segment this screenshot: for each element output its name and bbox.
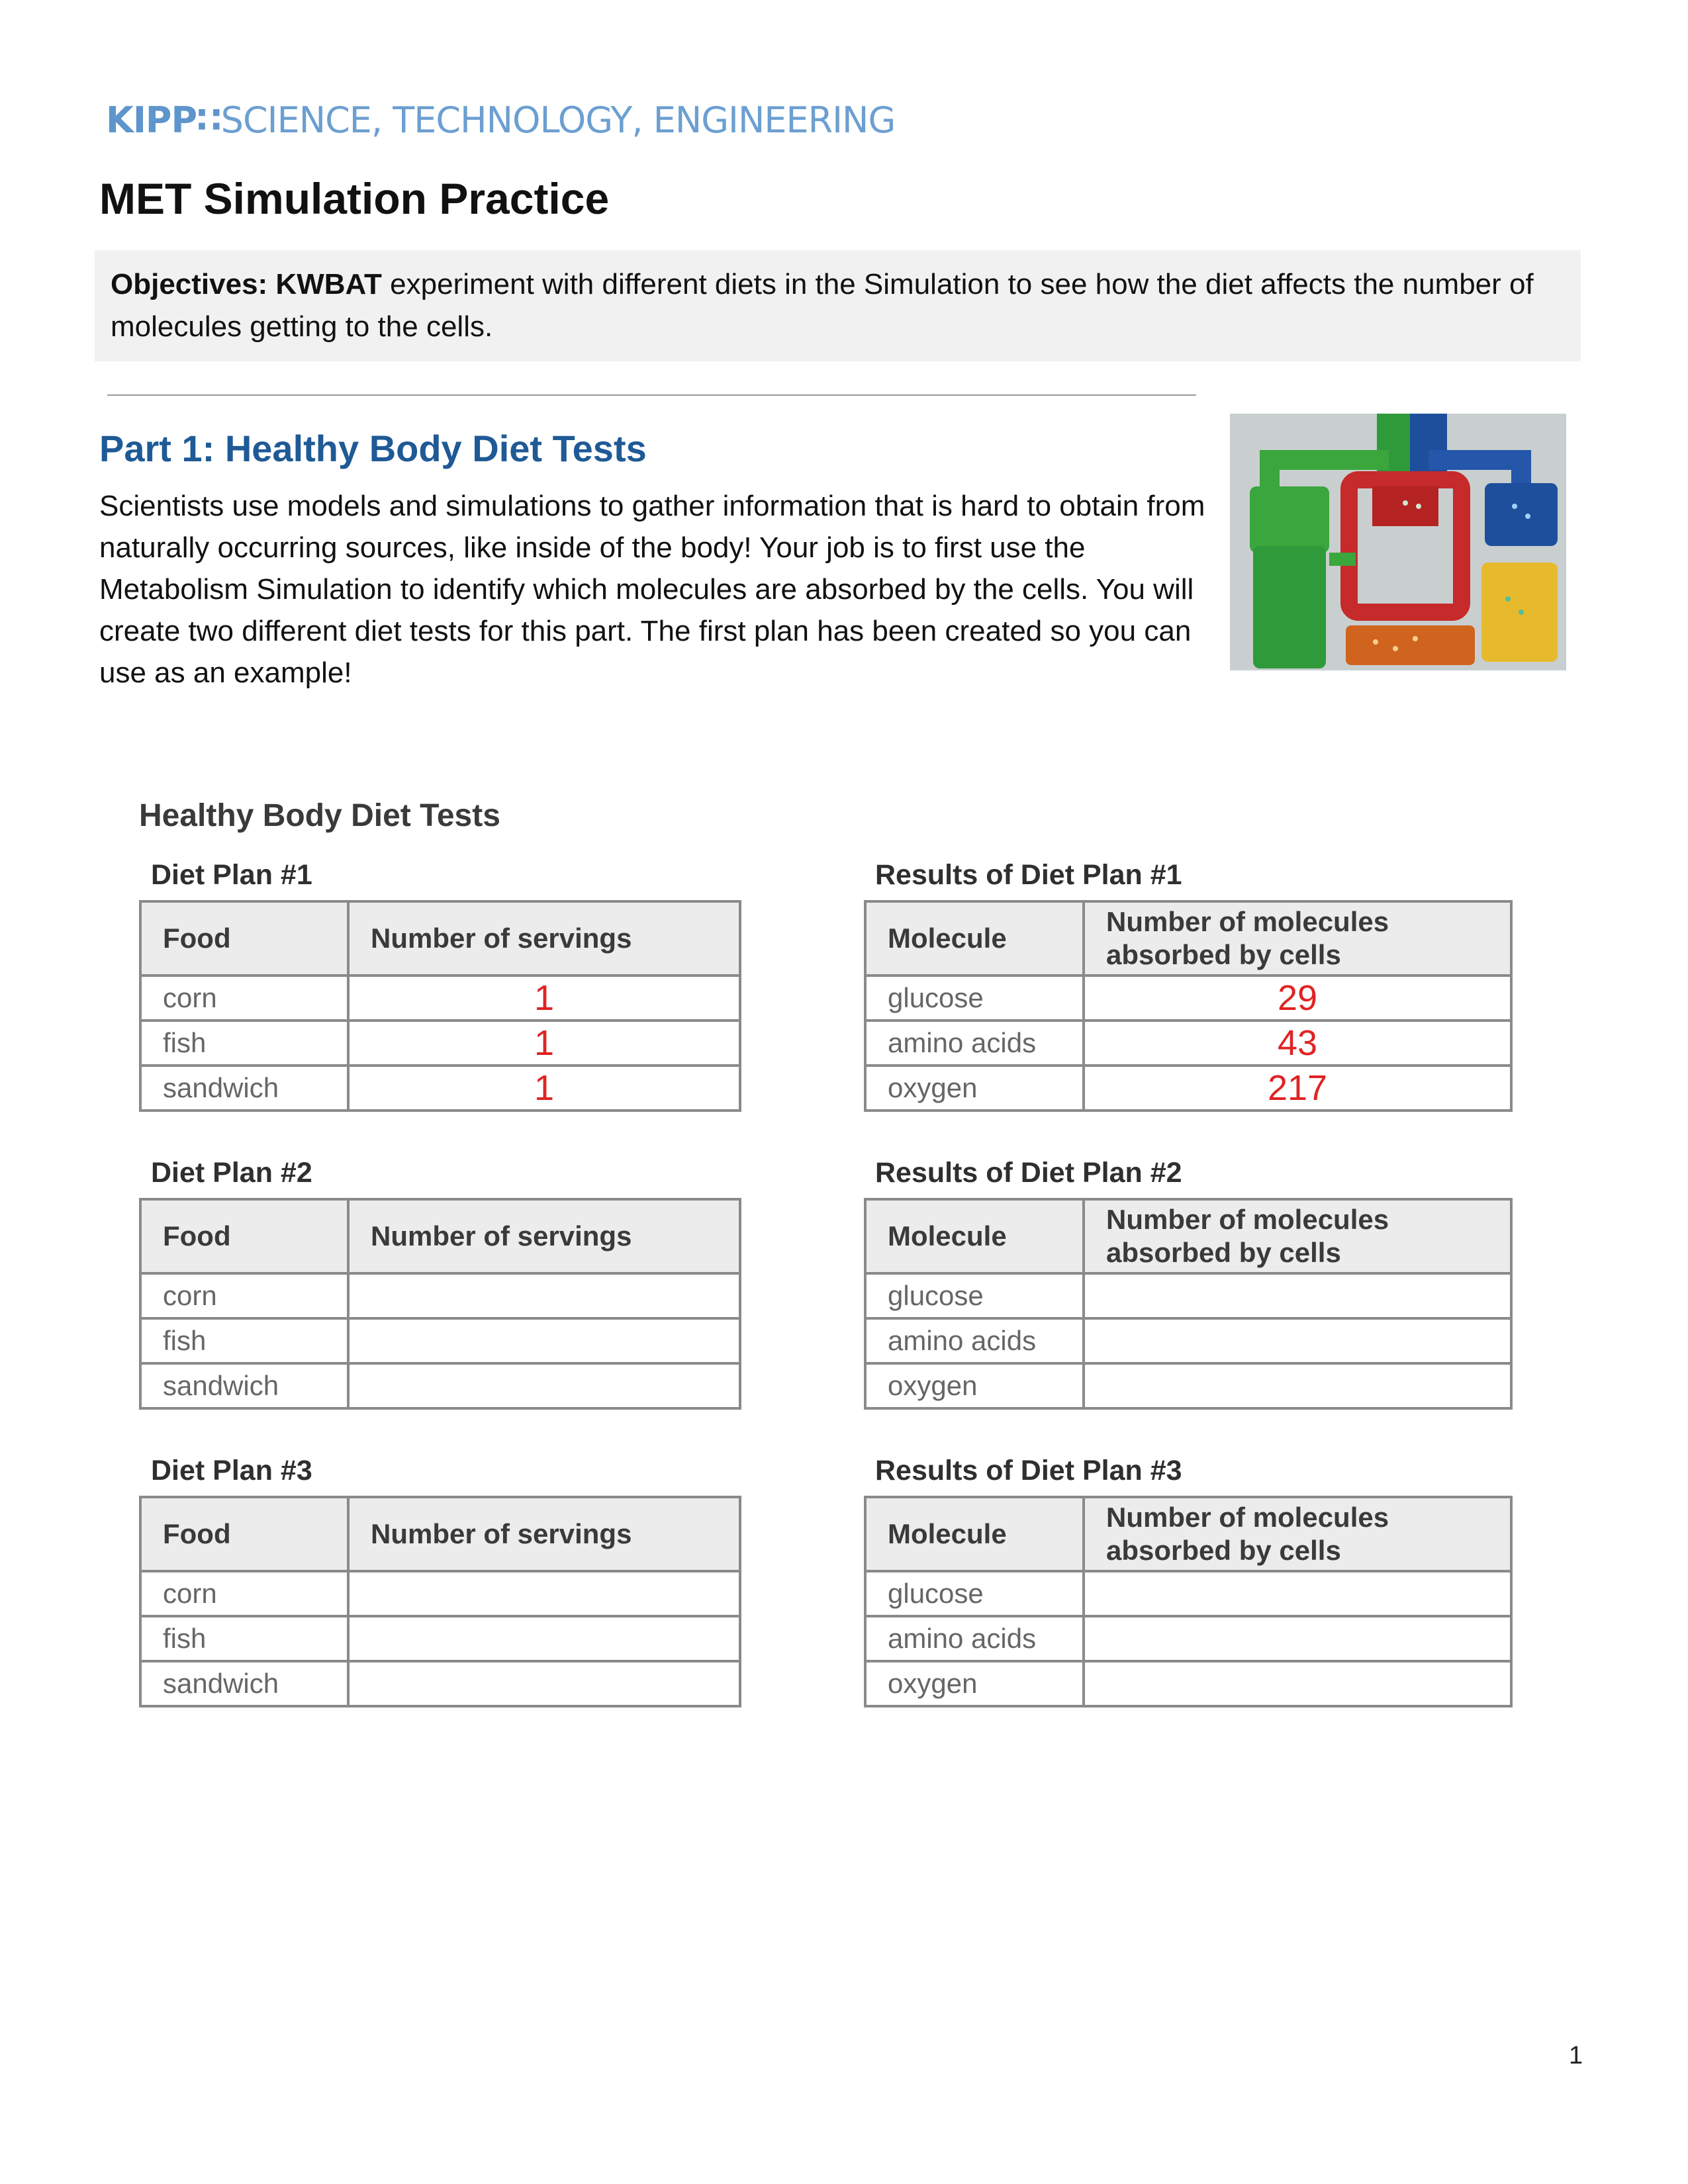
section-divider — [107, 394, 1196, 396]
results-plan-1-caption: Results of Diet Plan #1 — [875, 859, 1182, 891]
absorbed-header: Number of molecules absorbed by cells — [1084, 901, 1511, 976]
objectives-label: Objectives: KWBAT — [111, 268, 382, 300]
molecule-cell: oxygen — [865, 1363, 1084, 1408]
table-row — [140, 1661, 740, 1706]
sim-green-organ-top — [1250, 486, 1329, 553]
absorbed-header: Number of molecules absorbed by cells — [1084, 1199, 1511, 1273]
brand-department: SCIENCE, TECHNOLOGY, ENGINEERING — [220, 99, 896, 141]
table-header-row — [140, 901, 740, 976]
food-cell: fish — [140, 1318, 348, 1363]
molecule-cell: amino acids — [865, 1318, 1084, 1363]
table-row — [140, 1066, 740, 1111]
servings-cell[interactable]: 1 — [348, 1021, 740, 1066]
brand-kipp: KIPP — [106, 99, 197, 141]
servings-header: Number of servings — [348, 1497, 740, 1571]
food-cell: corn — [140, 1273, 348, 1318]
count-cell[interactable] — [1084, 1273, 1511, 1318]
table-row — [865, 1661, 1511, 1706]
molecule-cell: amino acids — [865, 1021, 1084, 1066]
table-row — [140, 1273, 740, 1318]
results-plan-2-caption: Results of Diet Plan #2 — [875, 1157, 1182, 1189]
objectives-box — [95, 250, 1581, 361]
servings-cell[interactable]: 1 — [348, 976, 740, 1021]
results-plan-1-table — [864, 900, 1513, 1112]
servings-cell[interactable] — [348, 1273, 740, 1318]
servings-cell[interactable] — [348, 1363, 740, 1408]
part1-intro: Scientists use models and simulations to gather information that is hard to obtain from naturally occurring sources, like inside of the body! Your job is to first use the Metabolism Simulation to identify which molecules are absorbed by the cells. You will create two different diet tests for this part. The first plan has been created so you can use as an example! — [99, 490, 1205, 689]
table-row — [865, 1363, 1511, 1408]
table-header-row — [865, 901, 1511, 976]
molecule-header: Molecule — [865, 901, 1084, 976]
page-title: MET Simulation Practice — [99, 174, 610, 223]
servings-cell[interactable] — [348, 1616, 740, 1661]
brand-header — [106, 99, 895, 141]
count-cell[interactable]: 29 — [1084, 976, 1511, 1021]
diet-plan-2-caption: Diet Plan #2 — [151, 1157, 312, 1189]
table-header-row — [140, 1199, 740, 1273]
count-cell[interactable] — [1084, 1318, 1511, 1363]
results-plan-3-table — [864, 1496, 1513, 1707]
sim-blue-organ — [1485, 483, 1558, 546]
food-header: Food — [140, 1497, 348, 1571]
sim-connector — [1329, 553, 1356, 566]
table-row — [140, 1021, 740, 1066]
food-header: Food — [140, 901, 348, 976]
count-cell[interactable] — [1084, 1616, 1511, 1661]
sim-red-chamber — [1372, 486, 1438, 526]
tests-heading: Healthy Body Diet Tests — [139, 798, 500, 833]
molecule-cell: oxygen — [865, 1661, 1084, 1706]
absorbed-header: Number of molecules absorbed by cells — [1084, 1497, 1511, 1571]
diet-plan-1-table — [139, 900, 741, 1112]
food-cell: sandwich — [140, 1661, 348, 1706]
molecule-cell: glucose — [865, 976, 1084, 1021]
servings-cell[interactable]: 1 — [348, 1066, 740, 1111]
food-cell: sandwich — [140, 1363, 348, 1408]
table-header-row — [140, 1497, 740, 1571]
table-row — [865, 976, 1511, 1021]
food-cell: fish — [140, 1021, 348, 1066]
part1-title: Part 1: Healthy Body Diet Tests — [99, 428, 647, 469]
servings-header: Number of servings — [348, 901, 740, 976]
results-plan-3-caption: Results of Diet Plan #3 — [875, 1455, 1182, 1486]
diet-plan-3-caption: Diet Plan #3 — [151, 1455, 312, 1486]
objectives-text: experiment with different diets in the Simulation to see how the diet affects the number of molecules getting to the cells. — [111, 268, 1534, 343]
table-row — [865, 1021, 1511, 1066]
molecule-cell: amino acids — [865, 1616, 1084, 1661]
table-row — [865, 1318, 1511, 1363]
food-header: Food — [140, 1199, 348, 1273]
diet-plan-1-caption: Diet Plan #1 — [151, 859, 312, 891]
table-row — [865, 1616, 1511, 1661]
sim-orange-organ — [1346, 625, 1475, 665]
table-row — [865, 1571, 1511, 1616]
table-row — [865, 1066, 1511, 1111]
count-cell[interactable]: 217 — [1084, 1066, 1511, 1111]
table-row — [140, 1363, 740, 1408]
sim-green-organ-bottom — [1253, 546, 1326, 668]
servings-cell[interactable] — [348, 1318, 740, 1363]
diet-plan-3-table — [139, 1496, 741, 1707]
food-cell: sandwich — [140, 1066, 348, 1111]
metabolism-simulation-image — [1230, 414, 1566, 670]
molecule-cell: oxygen — [865, 1066, 1084, 1111]
servings-header: Number of servings — [348, 1199, 740, 1273]
table-header-row — [865, 1199, 1511, 1273]
count-cell[interactable] — [1084, 1661, 1511, 1706]
count-cell[interactable] — [1084, 1571, 1511, 1616]
page-number: 1 — [1569, 2042, 1583, 2070]
diet-plan-2-table — [139, 1198, 741, 1410]
servings-cell[interactable] — [348, 1661, 740, 1706]
table-row — [140, 976, 740, 1021]
count-cell[interactable] — [1084, 1363, 1511, 1408]
food-cell: fish — [140, 1616, 348, 1661]
table-row — [865, 1273, 1511, 1318]
table-row — [140, 1318, 740, 1363]
table-row — [140, 1571, 740, 1616]
table-header-row — [865, 1497, 1511, 1571]
count-cell[interactable]: 43 — [1084, 1021, 1511, 1066]
molecule-header: Molecule — [865, 1199, 1084, 1273]
food-cell: corn — [140, 976, 348, 1021]
molecule-header: Molecule — [865, 1497, 1084, 1571]
molecule-cell: glucose — [865, 1571, 1084, 1616]
table-row — [140, 1616, 740, 1661]
servings-cell[interactable] — [348, 1571, 740, 1616]
brand-dot-icon: ∷ — [197, 99, 221, 141]
results-plan-2-table — [864, 1198, 1513, 1410]
food-cell: corn — [140, 1571, 348, 1616]
molecule-cell: glucose — [865, 1273, 1084, 1318]
